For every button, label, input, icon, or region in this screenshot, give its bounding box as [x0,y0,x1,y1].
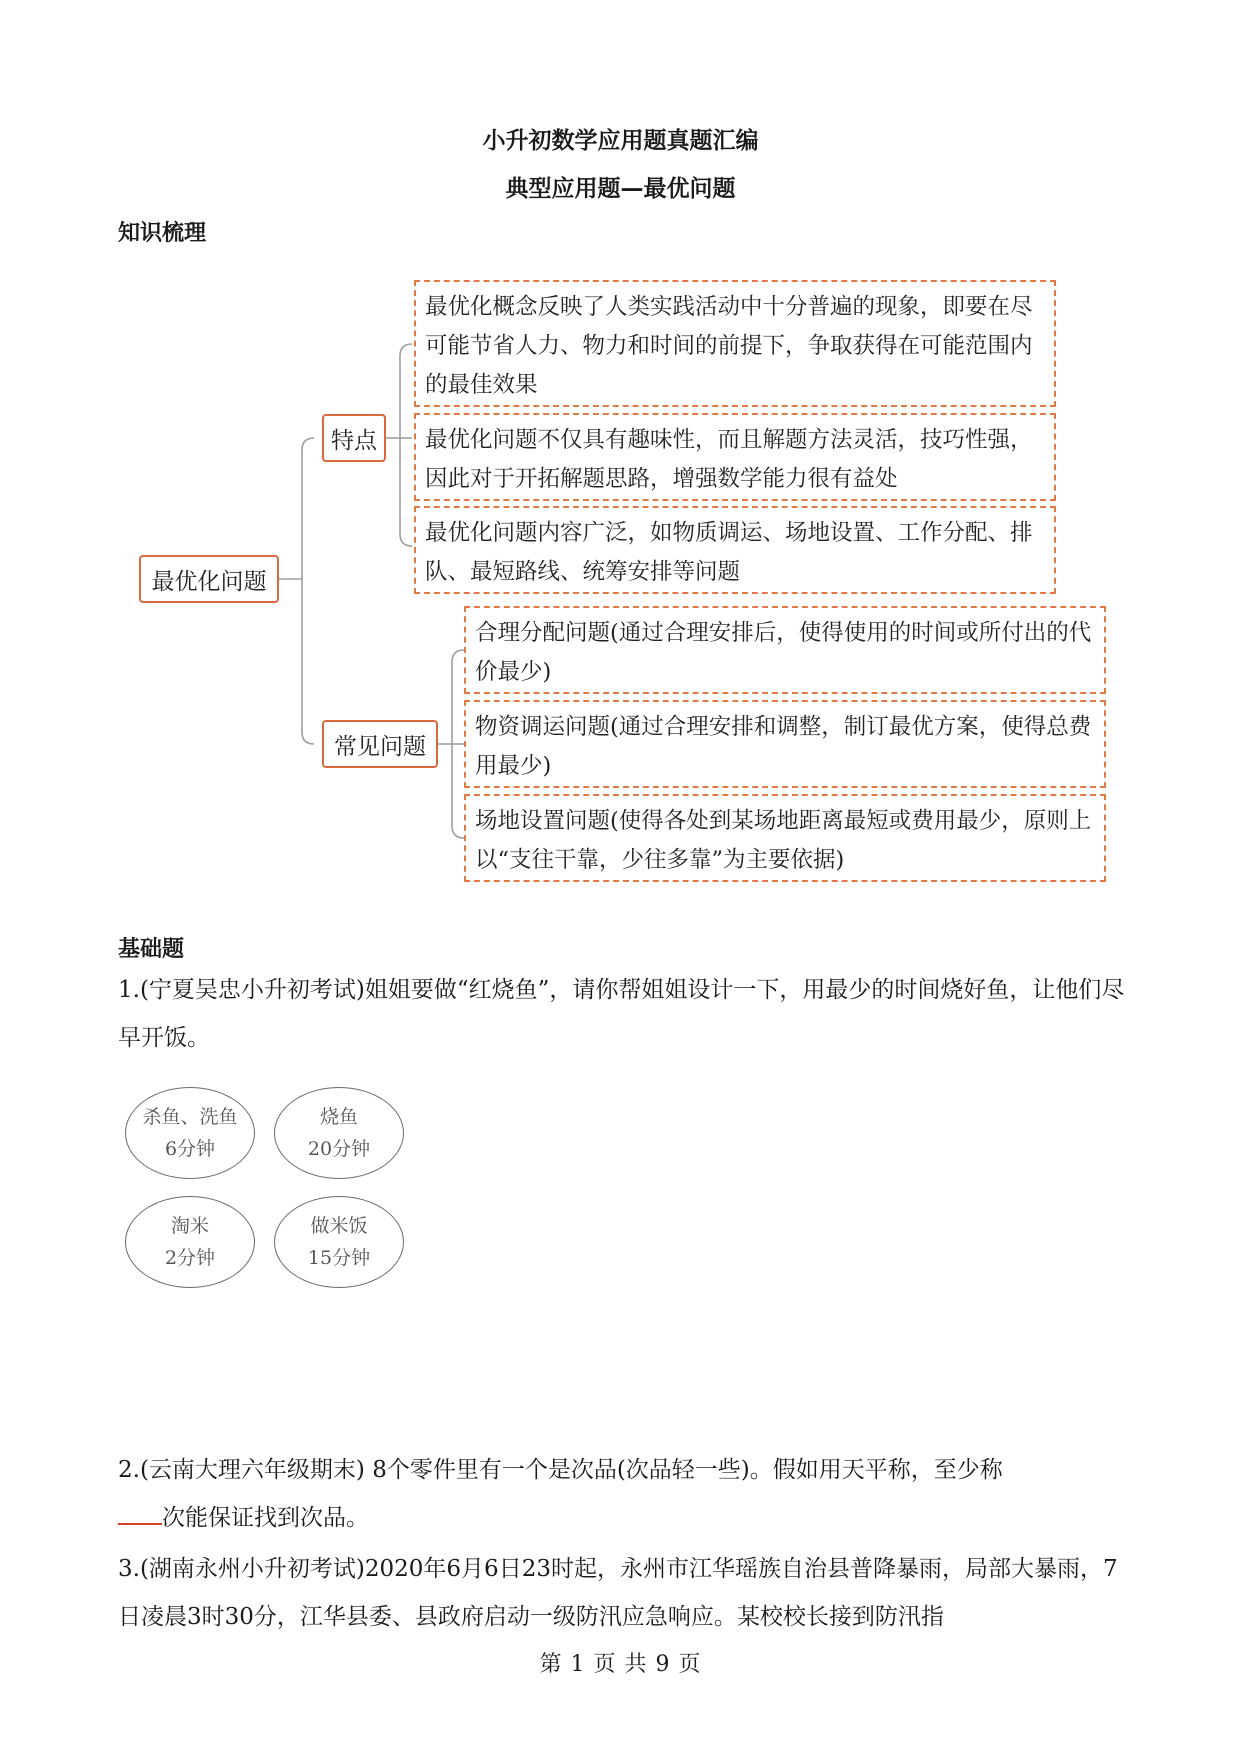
common-problem-item: 场地设置问题(使得各处到某场地距离最短或费用最少，原则上以“支往干靠，少往多靠”为主要依据) [464,794,1106,882]
task-ellipse [125,1087,255,1179]
task-ellipse [125,1196,255,1288]
task-time: 2分钟 [164,1247,216,1269]
question-1: 1.(宁夏吴忠小升初考试)姐姐要做“红烧鱼”，请你帮姐姐设计一下，用最少的时间烧好鱼，让他们尽早开饭。 [118,977,1125,1051]
mindmap-common-node: 常见问题 [322,720,438,768]
task-name: 做米饭 [310,1215,368,1237]
feature-item: 最优化问题内容广泛，如物质调运、场地设置、工作分配、排队、最短路线、统筹安排等问题 [414,506,1056,594]
answer-blank[interactable] [118,1499,162,1525]
task-time: 15分钟 [307,1247,371,1269]
page-title: 小升初数学应用题真题汇编 [482,128,759,154]
page-footer: 第 1 页 共 9 页 [539,1652,702,1677]
task-name: 烧鱼 [319,1106,358,1128]
page-subtitle: 典型应用题—最优问题 [505,176,736,202]
question-2-text-b: 次能保证找到次品。 [162,1505,369,1531]
task-ellipse [274,1196,404,1288]
question-2 [118,1446,1128,1542]
section-heading-knowledge: 知识梳理 [118,221,207,246]
feature-item: 最优化概念反映了人类实践活动中十分普遍的现象，即要在尽可能节省人力、物力和时间的前提下，争取获得在可能范围内的最佳效果 [414,280,1056,407]
mindmap-root: 最优化问题 [139,555,279,603]
common-problem-item: 物资调运问题(通过合理安排和调整，制订最优方案，使得总费用最少) [464,700,1106,788]
task-time: 20分钟 [307,1138,371,1160]
feature-item: 最优化问题不仅具有趣味性，而且解题方法灵活，技巧性强，因此对于开拓解题思路，增强数学能力很有益处 [414,413,1056,501]
task-ellipse [274,1087,404,1179]
task-name: 淘米 [170,1215,209,1237]
section-heading-basic: 基础题 [118,937,185,962]
task-name: 杀鱼、洗鱼 [142,1106,238,1128]
mindmap-features-node: 特点 [322,414,386,462]
question-3: 3.(湖南永州小升初考试)2020年6月6日23时起，永州市江华瑶族自治县普降暴雨，局部大暴雨，7日凌晨3时30分，江华县委、县政府启动一级防汛应急响应。某校校长接到防汛指 [118,1556,1118,1630]
common-problem-item: 合理分配问题(通过合理安排后，使得使用的时间或所付出的代价最少) [464,606,1106,694]
question-2-text-a: 2.(云南大理六年级期末) 8个零件里有一个是次品(次品轻一些)。假如用天平称，至少称 [118,1457,1003,1483]
task-time: 6分钟 [164,1138,216,1160]
